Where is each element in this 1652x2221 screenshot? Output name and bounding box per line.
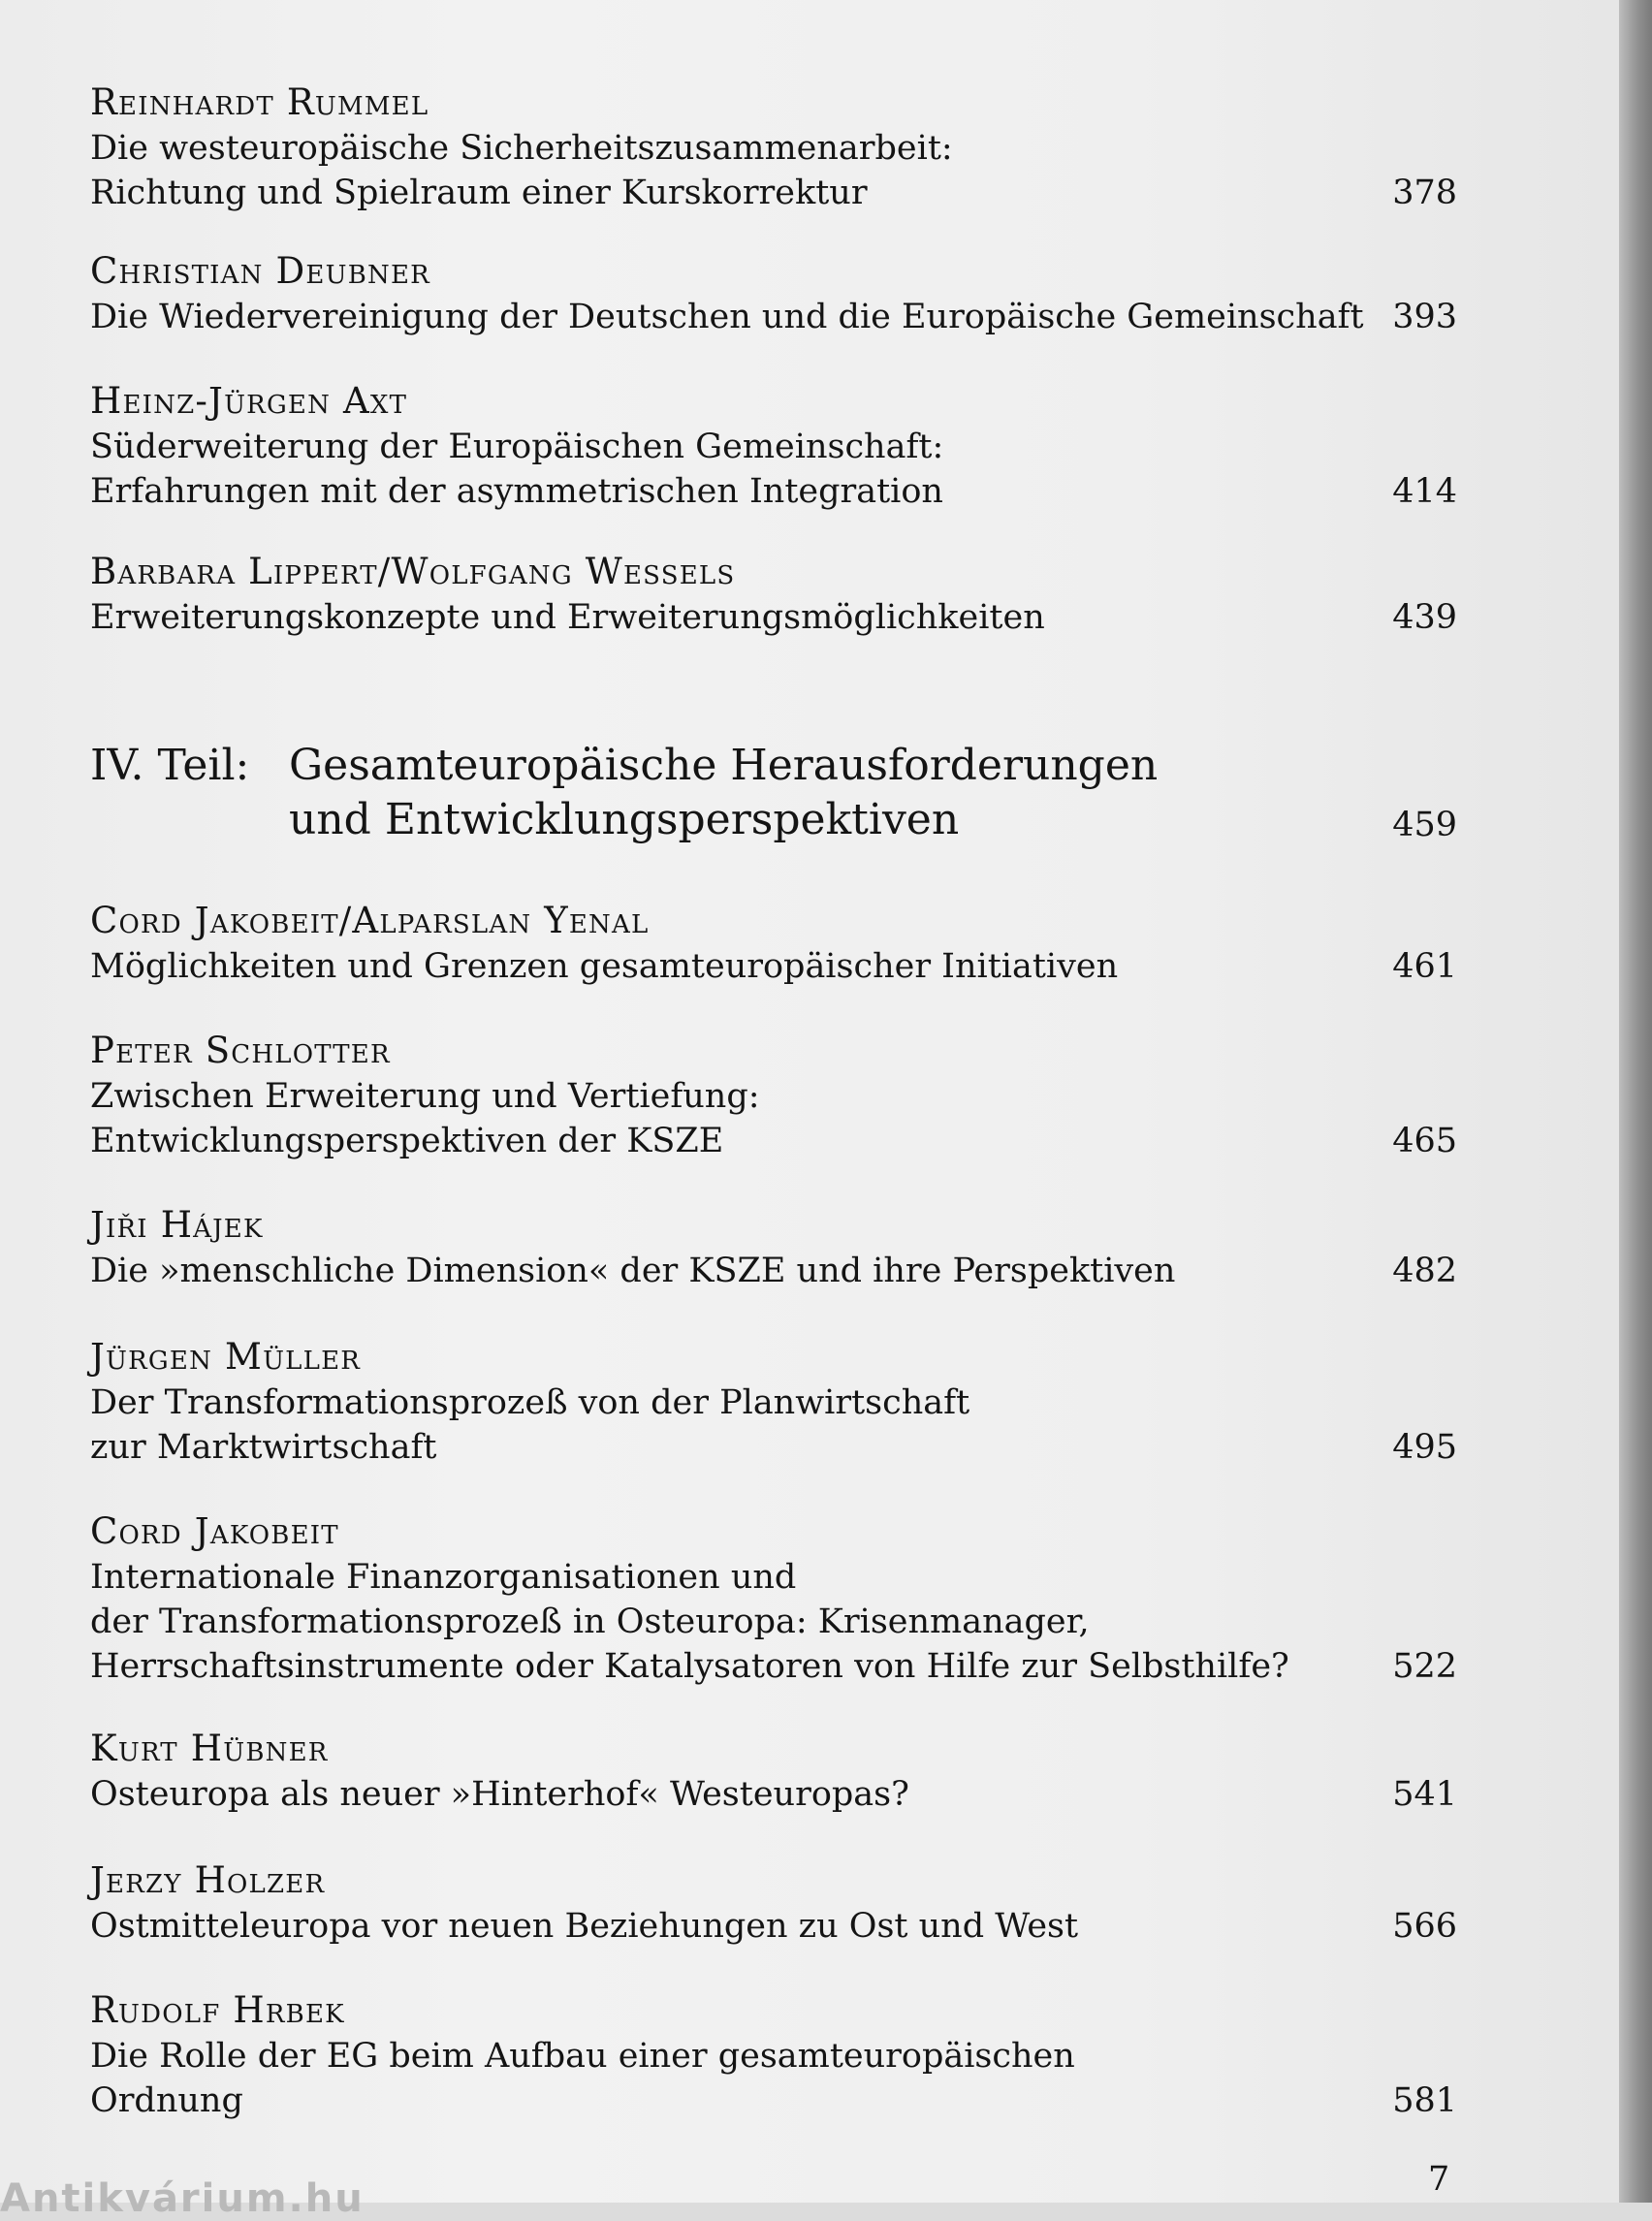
entry-title-line: Möglichkeiten und Grenzen gesamteuropäischer Initiativen [90,947,1119,986]
entry-page-number: 566 [1392,1907,1457,1946]
entry-author: Heinz-Jürgen Axt [90,380,408,422]
entry-title-line: zur Marktwirtschaft [90,1428,437,1467]
section-page-number: 459 [1392,806,1457,844]
section-label: IV. Teil: [90,741,250,790]
toc-entry-hajek [90,1204,1457,1293]
section-heading [90,739,1457,847]
entry-title-line: Süderweiterung der Europäischen Gemeinschaft: [90,428,944,466]
toc-entry-hrbek [90,1989,1457,2123]
entry-author: Christian Deubner [90,250,430,292]
entry-title-line: Die Wiedervereinigung der Deutschen und die Europäische Gemeinschaft [90,298,1364,336]
entry-page-number: 482 [1392,1252,1457,1290]
folio-page-number: 7 [1428,2160,1450,2199]
entry-title-line: Zwischen Erweiterung und Vertiefung: [90,1077,760,1116]
toc-entry-rummel [90,81,1457,215]
entry-author: Cord Jakobeit [90,1510,339,1552]
entry-title-line: der Transformationsprozeß in Osteuropa: Krisenmanager, [90,1602,1090,1641]
entry-author: Jiři Hájek [90,1204,264,1246]
entry-author: Cord Jakobeit/Alparslan Yenal [90,900,650,941]
entry-author: Peter Schlotter [90,1030,391,1071]
entry-title-line: Ordnung [90,2081,243,2120]
entry-title-line: Ostmitteleuropa vor neuen Beziehungen zu Ost und West [90,1907,1079,1946]
entry-title-line: Entwicklungsperspektiven der KSZE [90,1122,724,1160]
entry-page-number: 461 [1392,947,1457,986]
entry-author: Reinhardt Rummel [90,81,429,123]
entry-page-number: 439 [1392,598,1457,637]
entry-page-number: 465 [1392,1122,1457,1160]
toc-entry-lippert-wessels [90,551,1457,640]
toc-entry-jakobeit [90,1510,1457,1689]
entry-title-line: Richtung und Spielraum einer Kurskorrektur [90,174,868,212]
entry-title-line: Erfahrungen mit der asymmetrischen Integration [90,472,943,511]
section-title [289,739,1457,847]
entry-title-line: Die westeuropäische Sicherheitszusammenarbeit: [90,129,953,168]
toc-entry-deubner [90,250,1457,339]
entry-page-number: 541 [1392,1775,1457,1814]
toc-entry-axt [90,380,1457,514]
toc-entry-jakobeit-yenal [90,900,1457,989]
page-edge-shadow [1619,0,1652,2203]
toc-entry-schlotter [90,1030,1457,1163]
entry-title-line: Der Transformationsprozeß von der Planwirtschaft [90,1383,970,1422]
entry-author: Jürgen Müller [90,1336,362,1378]
watermark: Antikvárium.hu [0,2176,365,2221]
entry-title-line: Herrschaftsinstrumente oder Katalysatoren von Hilfe zur Selbsthilfe? [90,1647,1289,1686]
entry-author: Rudolf Hrbek [90,1989,345,2031]
entry-page-number: 393 [1392,298,1457,336]
entry-title-line: Die »menschliche Dimension« der KSZE und ihre Perspektiven [90,1252,1176,1290]
entry-title-line: Erweiterungskonzepte und Erweiterungsmöglichkeiten [90,598,1045,637]
toc-entry-mueller [90,1336,1457,1470]
section-title-line: und Entwicklungsperspektiven [289,795,960,844]
entry-page-number: 495 [1392,1428,1457,1467]
entry-page-number: 581 [1392,2081,1457,2120]
entry-title-line: Internationale Finanzorganisationen und [90,1558,797,1597]
entry-author: Barbara Lippert/Wolfgang Wessels [90,551,736,592]
section-title-line: Gesamteuropäische Herausforderungen [289,741,1159,790]
toc-entry-huebner [90,1728,1457,1817]
entry-author: Jerzy Holzer [90,1859,326,1901]
toc-entry-holzer [90,1859,1457,1949]
entry-page-number: 378 [1392,174,1457,212]
entry-page-number: 522 [1392,1647,1457,1686]
entry-author: Kurt Hübner [90,1728,329,1769]
entry-page-number: 414 [1392,472,1457,511]
entry-title-line: Die Rolle der EG beim Aufbau einer gesamteuropäischen [90,2037,1075,2076]
entry-title-line: Osteuropa als neuer »Hinterhof« Westeuropas? [90,1775,909,1814]
